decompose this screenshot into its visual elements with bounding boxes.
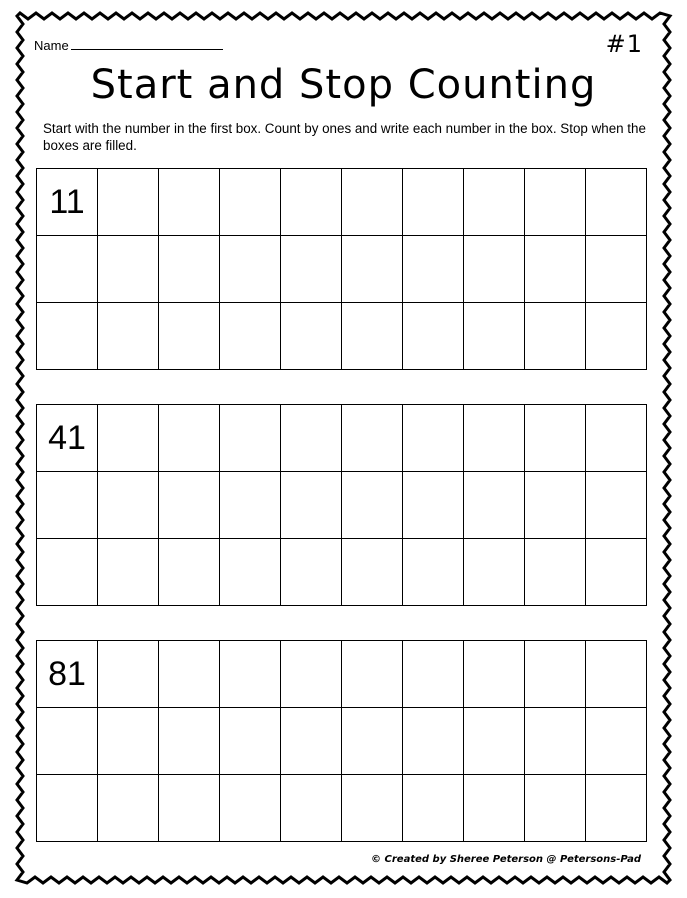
grid-row	[37, 539, 647, 606]
answer-box[interactable]	[403, 641, 464, 708]
answer-box[interactable]	[525, 236, 586, 303]
name-underline[interactable]	[71, 38, 223, 50]
answer-box[interactable]	[525, 539, 586, 606]
answer-box[interactable]	[403, 236, 464, 303]
counting-grid-3	[36, 640, 647, 842]
answer-box[interactable]	[281, 641, 342, 708]
answer-box[interactable]	[342, 169, 403, 236]
page-title: Start and Stop Counting	[90, 62, 597, 108]
answer-box[interactable]	[159, 303, 220, 370]
answer-box[interactable]	[159, 775, 220, 842]
answer-box[interactable]	[403, 775, 464, 842]
answer-box[interactable]	[220, 775, 281, 842]
answer-box[interactable]	[159, 169, 220, 236]
grid-row	[37, 641, 647, 708]
answer-box[interactable]	[586, 236, 647, 303]
answer-box[interactable]	[159, 539, 220, 606]
answer-box[interactable]	[98, 708, 159, 775]
answer-box[interactable]	[98, 775, 159, 842]
grid-row	[37, 472, 647, 539]
answer-box[interactable]	[37, 708, 98, 775]
answer-box[interactable]	[281, 405, 342, 472]
answer-box[interactable]	[464, 472, 525, 539]
grid-row	[37, 708, 647, 775]
answer-box[interactable]	[220, 236, 281, 303]
answer-box[interactable]	[281, 472, 342, 539]
sheet-number: #1	[605, 30, 643, 58]
counting-grid-2	[36, 404, 647, 606]
answer-box[interactable]	[464, 405, 525, 472]
answer-box[interactable]	[464, 236, 525, 303]
answer-box[interactable]	[403, 472, 464, 539]
answer-box[interactable]	[37, 472, 98, 539]
answer-box[interactable]	[342, 539, 403, 606]
answer-box[interactable]	[220, 405, 281, 472]
answer-box[interactable]	[37, 775, 98, 842]
answer-box[interactable]	[98, 236, 159, 303]
answer-box[interactable]	[403, 539, 464, 606]
answer-box[interactable]	[464, 641, 525, 708]
answer-box[interactable]	[342, 405, 403, 472]
answer-box[interactable]	[464, 169, 525, 236]
answer-box[interactable]	[342, 472, 403, 539]
answer-box[interactable]	[98, 405, 159, 472]
answer-box[interactable]	[220, 303, 281, 370]
answer-box[interactable]	[525, 303, 586, 370]
answer-box[interactable]	[98, 539, 159, 606]
counting-grid-1	[36, 168, 647, 370]
answer-box[interactable]	[586, 539, 647, 606]
answer-box[interactable]	[586, 169, 647, 236]
answer-box[interactable]	[525, 708, 586, 775]
answer-box[interactable]	[281, 708, 342, 775]
answer-box[interactable]	[342, 775, 403, 842]
answer-box[interactable]	[586, 641, 647, 708]
answer-box[interactable]	[464, 775, 525, 842]
answer-box[interactable]	[98, 303, 159, 370]
name-label: Name	[34, 38, 69, 53]
answer-box[interactable]	[525, 405, 586, 472]
answer-box[interactable]	[98, 641, 159, 708]
answer-box[interactable]	[281, 169, 342, 236]
answer-box[interactable]	[525, 641, 586, 708]
grid-row	[37, 169, 647, 236]
answer-box[interactable]	[464, 303, 525, 370]
answer-box[interactable]	[159, 472, 220, 539]
answer-box[interactable]	[586, 472, 647, 539]
instructions: Start with the number in the first box. Count by ones and write each number in the box. Stop when the boxes are filled.	[43, 121, 646, 153]
answer-box[interactable]	[586, 775, 647, 842]
grid-row	[37, 303, 647, 370]
answer-box[interactable]	[342, 708, 403, 775]
answer-box[interactable]	[98, 169, 159, 236]
name-field[interactable]	[34, 38, 223, 53]
grid-row	[37, 236, 647, 303]
answer-box[interactable]	[159, 405, 220, 472]
answer-box[interactable]	[525, 169, 586, 236]
answer-box[interactable]	[98, 472, 159, 539]
answer-box[interactable]	[159, 641, 220, 708]
answer-box[interactable]	[220, 539, 281, 606]
answer-box[interactable]	[342, 303, 403, 370]
answer-box[interactable]	[342, 641, 403, 708]
answer-box[interactable]	[37, 236, 98, 303]
answer-box[interactable]	[403, 169, 464, 236]
answer-box[interactable]	[159, 708, 220, 775]
answer-box[interactable]	[281, 775, 342, 842]
answer-box[interactable]	[464, 539, 525, 606]
answer-box[interactable]	[159, 236, 220, 303]
answer-box[interactable]	[37, 303, 98, 370]
answer-box[interactable]	[220, 169, 281, 236]
credit-footer: © Created by Sheree Peterson @ Petersons-Pad	[371, 854, 641, 865]
answer-box[interactable]	[37, 539, 98, 606]
answer-box[interactable]	[220, 708, 281, 775]
answer-box[interactable]	[403, 405, 464, 472]
answer-box[interactable]	[281, 303, 342, 370]
start-number-box: 41	[37, 405, 98, 472]
answer-box[interactable]	[525, 472, 586, 539]
answer-box[interactable]	[342, 236, 403, 303]
answer-box[interactable]	[586, 405, 647, 472]
answer-box[interactable]	[525, 775, 586, 842]
answer-box[interactable]	[281, 539, 342, 606]
answer-box[interactable]	[220, 641, 281, 708]
answer-box[interactable]	[281, 236, 342, 303]
answer-box[interactable]	[220, 472, 281, 539]
answer-box[interactable]	[464, 708, 525, 775]
start-number-box: 11	[37, 169, 98, 236]
start-number-box: 81	[37, 641, 98, 708]
answer-box[interactable]	[403, 303, 464, 370]
grid-row	[37, 775, 647, 842]
answer-box[interactable]	[403, 708, 464, 775]
answer-box[interactable]	[586, 303, 647, 370]
answer-box[interactable]	[586, 708, 647, 775]
grid-row	[37, 405, 647, 472]
